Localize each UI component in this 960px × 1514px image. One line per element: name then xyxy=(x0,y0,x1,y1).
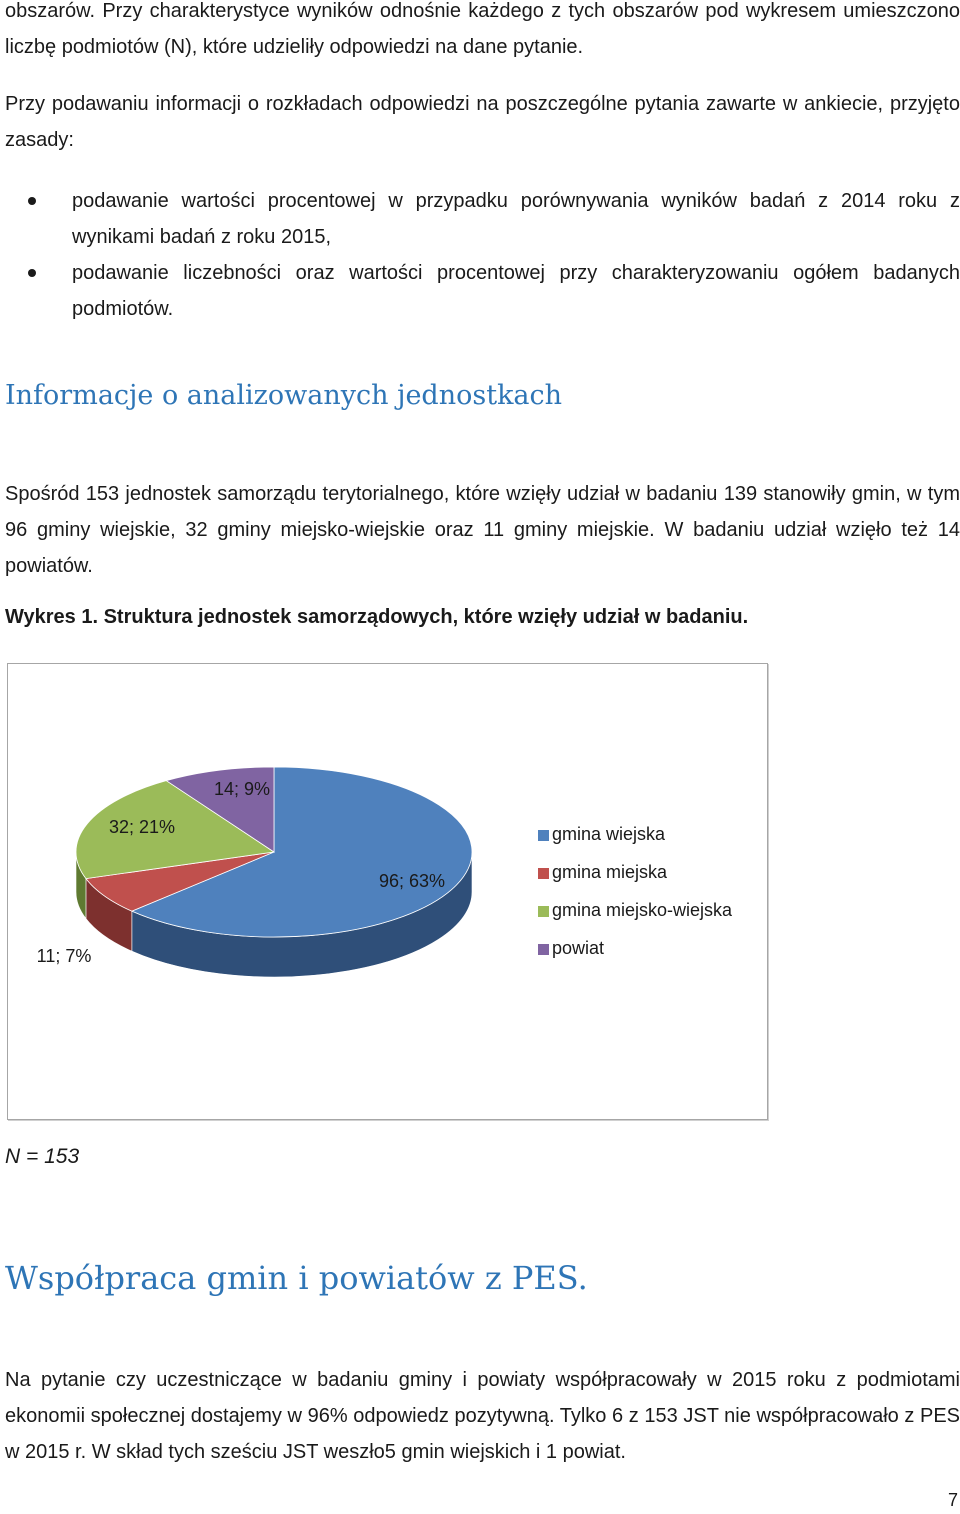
chart-legend xyxy=(538,824,732,976)
pie-data-label: 96; 63% xyxy=(378,871,446,891)
page-number: 7 xyxy=(947,1490,958,1510)
legend-item xyxy=(538,862,732,900)
pie-data-label: 14; 9% xyxy=(213,779,271,799)
pie-data-label: 32; 21% xyxy=(108,817,176,837)
legend-item xyxy=(538,900,732,938)
bullet-icon xyxy=(28,197,36,205)
bullet-text: podawanie wartości procentowej w przypadku porównywania wyników badań z 2014 roku z wynikami badań z roku 2015, xyxy=(72,190,960,248)
list-item xyxy=(28,183,960,255)
list-item xyxy=(28,255,960,327)
legend-label: gmina wiejska xyxy=(552,824,666,844)
legend-swatch xyxy=(538,906,549,917)
pie-chart xyxy=(7,663,768,1120)
paragraph-cooperation: Na pytanie czy uczestniczące w badaniu gminy i powiaty współpracowały w 2015 roku z podmiotami ekonomii społecznej dostajemy w 96% odpowiedz pozytywną. Tylko 6 z 153 JST nie współpracowało z PES w 2015 r. W skład tych sześciu JST weszło5 gmin wiejskich i 1 powiat. xyxy=(5,1369,960,1463)
bullet-icon xyxy=(28,269,36,277)
sample-size-note: N = 153 xyxy=(5,1145,80,1168)
legend-label: powiat xyxy=(552,938,605,958)
bullet-list xyxy=(28,183,960,327)
legend-item xyxy=(538,938,732,976)
legend-swatch xyxy=(538,868,549,879)
legend-swatch xyxy=(538,830,549,841)
legend-swatch xyxy=(538,944,549,955)
section-heading: Informacje o analizowanych jednostkach xyxy=(5,380,563,411)
paragraph-intro: Przy podawaniu informacji o rozkładach odpowiedzi na poszczególne pytania zawarte w ankiecie, przyjęto zasady: xyxy=(5,93,960,151)
section-heading: Współpraca gmin i powiatów z PES. xyxy=(5,1259,588,1297)
legend-item xyxy=(538,824,732,862)
paragraph-top: obszarów. Przy charakterystyce wyników odnośnie każdego z tych obszarów pod wykresem umieszczono liczbę podmiotów (N), które udzieliły odpowiedzi na dane pytanie. xyxy=(5,0,960,58)
figure-caption: Wykres 1. Struktura jednostek samorządowych, które wzięły udział w badaniu. xyxy=(5,606,749,628)
paragraph-units: Spośród 153 jednostek samorządu terytorialnego, które wzięły udział w badaniu 139 stanowiły gmin, w tym 96 gminy wiejskie, 32 gminy miejsko-wiejskie oraz 11 gminy miejskie. W badaniu udział wzięło też 14 powiatów. xyxy=(5,483,960,577)
legend-label: gmina miejsko-wiejska xyxy=(552,900,733,920)
pie-data-label: 11; 7% xyxy=(36,946,92,966)
bullet-text: podawanie liczebności oraz wartości procentowej przy charakteryzowaniu ogółem badanych podmiotów. xyxy=(72,262,960,320)
legend-label: gmina miejska xyxy=(552,862,668,882)
